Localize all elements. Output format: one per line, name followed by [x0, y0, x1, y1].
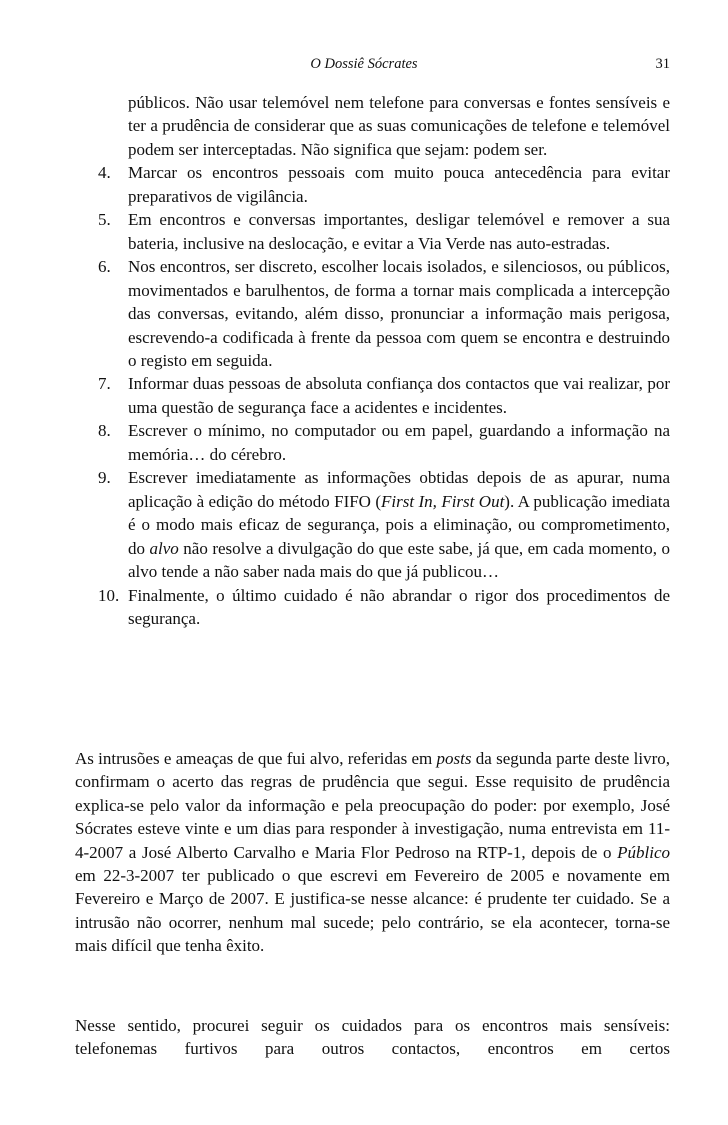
list-item-7 — [75, 372, 670, 419]
paragraph-text-a: As intrusões e ameaças de que fui alvo, referidas em — [75, 749, 437, 768]
list-text: Marcar os encontros pessoais com muito pouca antecedência para evitar preparativos de vigilância. — [128, 163, 670, 206]
list-item-continuation: públicos. Não usar telemóvel nem telefone para conversas e fontes sensíveis e ter a prudência de considerar que as suas comunicações de telefone e telemóvel podem ser interceptadas. Não significa que sejam: podem ser. — [128, 93, 670, 159]
list-number: 4. — [98, 163, 111, 183]
list-text: Escrever o mínimo, no computador ou em papel, guardando a informação na memória… do cérebro. — [128, 421, 670, 464]
list-text: Nos encontros, ser discreto, escolher locais isolados, e silenciosos, ou públicos, movimentados e barulhentos, de forma a tornar mais complicada a intercepção das conversas, evitando, além disso, pronunciar a informação mais perigosa, escrevendo-a codificada à frente da pessoa com quem se encontra e destruindo o registo em seguida. — [128, 257, 670, 370]
running-title: O Dossiê Sócrates — [310, 56, 418, 72]
list-text-italic-alvo: alvo — [149, 538, 179, 558]
list-text-a: Escrever imediatamente as informações obtidas depois de as apurar, numa aplicação à edição do método FIFO ( — [128, 468, 670, 511]
body-paragraph-2: Nesse sentido, procurei seguir os cuidados para os encontros mais sensíveis: telefonemas furtivos para outros contactos, encontros em certos — [75, 1016, 670, 1059]
list-number: 7. — [98, 374, 111, 394]
list-item-4 — [75, 161, 670, 208]
list-number: 9. — [98, 468, 111, 488]
list-item-10 — [75, 584, 670, 631]
page-number: 31 — [655, 56, 670, 72]
list-text: Em encontros e conversas importantes, desligar telemóvel e remover a sua bateria, inclusive na deslocação, e evitar a Via Verde nas auto-estradas. — [128, 210, 670, 253]
list-number: 6. — [98, 257, 111, 277]
list-text: Finalmente, o último cuidado é não abrandar o rigor dos procedimentos de segurança. — [128, 585, 670, 628]
numbered-list — [75, 91, 670, 630]
paragraph-italic-posts: posts — [436, 749, 472, 768]
list-number: 8. — [98, 421, 111, 441]
list-item-6 — [75, 255, 670, 372]
list-item-9 — [75, 466, 670, 583]
body-paragraph-1 — [75, 747, 670, 958]
list-text-c: ). A publicação imediata é o modo mais eficaz de segurança, pois a eliminação, ou comprometimento, do — [128, 491, 670, 558]
list-number: 5. — [98, 210, 111, 230]
list-item-5 — [75, 208, 670, 255]
list-item-8 — [75, 419, 670, 466]
list-text-e: não resolve a divulgação do que este sabe, já que, em cada momento, o alvo tende a não saber nada mais do que já publicou… — [128, 538, 670, 582]
list-number: 10. — [98, 585, 120, 605]
paragraph-italic-publico: Público — [617, 842, 670, 862]
paragraph-text-e: em 22-3-2007 ter publicado o que escrevi em Fevereiro de 2005 e novamente em Fevereiro e Março de 2007. E justifica-se nesse alcance: é prudente ter cuidado. Se a intrusão não ocorrer, nenhum mal sucede; pelo contrário, se ela acontecer, torna-se mais difícil que tenha êxito. — [75, 866, 670, 956]
paragraph-text-c: da segunda parte deste livro, confirmam o acerto das regras de prudência que segui. Esse requisito de prudência explica-se pelo valor da informação e pela preocupação do poder: por exemplo, José Sócrates esteve vinte e um dias para responder à investigação, numa entrevista em 11-4-2007 a José Alberto Carvalho e Maria Flor Pedroso na RTP-1, depois de o — [75, 749, 670, 862]
list-text: Informar duas pessoas de absoluta confiança dos contactos que vai realizar, por uma questão de segurança face a acidentes e incidentes. — [128, 374, 670, 417]
list-text-italic-fifo: First In, First Out — [381, 491, 505, 511]
